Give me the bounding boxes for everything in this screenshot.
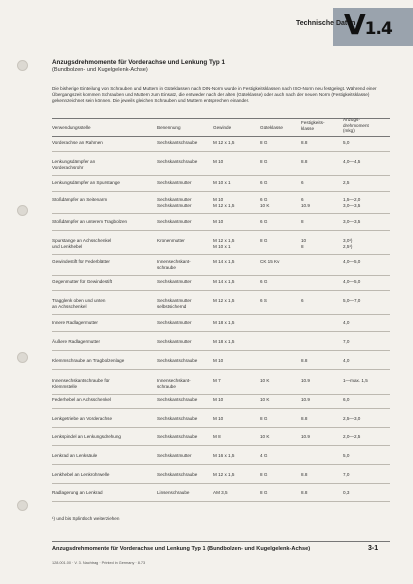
cell-line: Linsenschraube	[157, 490, 190, 495]
cell-part	[52, 259, 110, 265]
cell-line: Sechskantmutter	[157, 320, 192, 325]
cell-line: Sechskantschraube	[157, 397, 198, 402]
cell-torque	[343, 397, 349, 403]
cell-strength	[301, 472, 307, 478]
cell-line: M 10	[213, 397, 224, 402]
cell-part	[52, 472, 109, 478]
cell-line: 3,0—3,5	[343, 202, 361, 208]
cell-torque	[343, 219, 360, 225]
cell-thread	[213, 397, 223, 403]
cell-torque	[343, 453, 349, 459]
table-row	[52, 472, 390, 484]
cell-thread	[213, 180, 231, 186]
cell-line: Sechskantschraube	[157, 358, 198, 363]
cell-part	[52, 434, 121, 440]
cell-line: Federhebel an Achsschenkel	[52, 397, 111, 402]
cell-line: 6 G	[260, 197, 268, 202]
cell-part	[52, 159, 95, 170]
cell-line: Sechskantmutter	[157, 197, 192, 202]
cell-line: 8	[301, 243, 304, 249]
cell-line: 3,0—3,5	[343, 219, 361, 224]
cell-line: M 10	[213, 416, 224, 421]
cell-line: Sechskantschraube	[157, 140, 198, 145]
header-part: Verwendungsstelle	[52, 125, 91, 130]
cell-part	[52, 197, 107, 203]
footer-divider	[52, 541, 390, 542]
cell-line: Klemmschraube an Tragbolzenlage	[52, 358, 125, 363]
cell-torque	[343, 490, 349, 496]
cell-line: 2,5	[343, 180, 350, 185]
cell-strength	[301, 358, 307, 364]
table-row	[52, 320, 390, 332]
cell-torque	[343, 180, 349, 186]
cell-line: 8 G	[260, 490, 268, 495]
cell-line: 8.8	[301, 159, 308, 164]
cell-line: M 18 x 1,5	[213, 320, 235, 325]
cell-part	[52, 490, 103, 496]
cell-line: 2,0—2,5	[343, 434, 361, 439]
cell-grade	[260, 472, 267, 478]
cell-torque	[343, 416, 360, 422]
cell-line: M 10	[213, 358, 224, 363]
cell-line: 8 G	[260, 159, 268, 164]
table-row	[52, 180, 390, 192]
cell-thread	[213, 279, 234, 285]
cell-line: schraube	[157, 264, 176, 270]
cell-thread	[213, 140, 234, 146]
cell-grade	[260, 416, 267, 422]
cell-part	[52, 298, 105, 309]
table-row	[52, 397, 390, 409]
cell-line: Vorderachsrohr	[52, 164, 84, 170]
cell-grade	[260, 298, 267, 304]
header-thread: Gewinde	[213, 125, 232, 130]
cell-line: 5,0—7,0	[343, 298, 361, 303]
cell-line: 8.8	[301, 416, 308, 421]
header-strength	[301, 120, 325, 131]
cell-strength	[301, 219, 304, 225]
cell-thread	[213, 434, 221, 440]
table-row	[52, 159, 390, 176]
cell-line: Stoßdämpfer an unterem Tragbolzen	[52, 219, 128, 224]
cell-part	[52, 378, 110, 389]
cell-name	[157, 180, 191, 186]
cell-line: Tragglenk oben und unten	[52, 298, 106, 303]
cell-thread	[213, 219, 223, 225]
cell-line: Sechskantschraube	[157, 434, 198, 439]
cell-line: Sechskantmutter	[157, 339, 192, 344]
cell-part	[52, 320, 98, 326]
cell-line: Sechskantmutter	[157, 219, 192, 224]
cell-strength	[301, 159, 307, 165]
cell-line: 8.8	[301, 358, 308, 363]
cell-name	[157, 259, 191, 270]
cell-torque	[343, 279, 360, 285]
cell-line: 2,5¹)	[343, 243, 353, 249]
header-torque-line: drehmoment	[343, 122, 369, 128]
footer-title: Anzugsdrehmomente für Vorderachse und Lenkung Typ 1 (Bundbolzen- und Kugelgelenk-Achse)	[52, 546, 311, 552]
cell-torque	[343, 320, 349, 326]
cell-line: 6	[301, 298, 304, 303]
cell-name	[157, 490, 189, 496]
table-row	[52, 238, 390, 255]
binder-hole	[17, 205, 28, 216]
cell-line: Gegenmutter für Gewindestift	[52, 279, 113, 284]
cell-line: 10.9	[301, 378, 310, 383]
cell-torque	[343, 339, 349, 345]
cell-name	[157, 453, 191, 459]
cell-line: 8.8	[301, 490, 308, 495]
cell-grade	[260, 453, 267, 459]
cell-thread	[213, 472, 234, 478]
cell-line: Spurstange an Achsschenkel	[52, 238, 112, 243]
print-info: 128.001.00 · V. 3. Nachtrag · Printed in Germany · 8.73	[52, 561, 146, 565]
cell-part	[52, 358, 124, 364]
cell-line: AM 3,5	[213, 490, 228, 495]
cell-line: 6 G	[260, 219, 268, 224]
cell-line: Lenkungsdämpfer an	[52, 159, 96, 164]
cell-line: M 7	[213, 378, 221, 383]
cell-line: 8.8	[301, 472, 308, 477]
page-title: Anzugsdrehmomente für Vorderachse und Lenkung Typ 1	[52, 59, 225, 66]
cell-line: und Lenkhebel	[52, 243, 83, 249]
cell-line: 5,0	[343, 453, 350, 458]
cell-line: schraube	[157, 383, 176, 389]
table-row	[52, 197, 390, 214]
cell-line: M 14 x 1,5	[213, 259, 235, 264]
cell-name	[157, 397, 197, 403]
cell-line: M 12 x 1,5	[213, 472, 235, 477]
cell-thread	[213, 358, 223, 364]
cell-torque	[343, 298, 360, 304]
cell-grade	[260, 259, 279, 265]
section-code-main: V	[344, 8, 365, 41]
cell-name	[157, 298, 191, 309]
page-subtitle: (Bundbolzen- und Kugelgelenk-Achse)	[52, 67, 148, 73]
header-torque-line: (mkg)	[343, 128, 355, 133]
cell-name	[157, 238, 185, 244]
cell-line: 0,3	[343, 490, 350, 495]
cell-line: 4,0	[343, 320, 350, 325]
table-row	[52, 279, 390, 291]
cell-part	[52, 279, 112, 285]
cell-torque	[343, 140, 349, 146]
table-row	[52, 378, 390, 395]
cell-thread	[213, 339, 234, 345]
cell-line: M 12 x 1,5	[213, 238, 235, 243]
cell-grade	[260, 238, 267, 244]
header-torque-line: Anzugs-	[343, 117, 360, 122]
cell-part	[52, 238, 111, 249]
cell-grade	[260, 197, 269, 208]
cell-line: selbstsichernd	[157, 303, 187, 309]
cell-grade	[260, 397, 269, 403]
cell-name	[157, 320, 191, 326]
cell-line: 2,5—3,0	[343, 416, 361, 421]
cell-part	[52, 416, 112, 422]
cell-strength	[301, 197, 310, 208]
cell-line: 10.9	[301, 397, 310, 402]
cell-line: 8 G	[260, 472, 268, 477]
cell-line: Gewindestift für Federblätter	[52, 259, 110, 264]
cell-line: 4 G	[260, 453, 268, 458]
cell-part	[52, 219, 127, 225]
cell-line: an Achsschenkel	[52, 303, 87, 309]
cell-line: 10.9	[301, 434, 310, 439]
cell-line: M 8	[213, 434, 221, 439]
cell-strength	[301, 140, 307, 146]
cell-line: M 10 x 1	[213, 180, 231, 185]
cell-line: 3,0¹)	[343, 238, 353, 243]
cell-line: M 14 x 1,5	[213, 279, 235, 284]
cell-line: 4,0—5,0	[343, 259, 361, 264]
cell-line: Lenkhebel an Lenkrohrwelle	[52, 472, 110, 477]
table-row	[52, 490, 390, 502]
cell-line: Kronenmutter	[157, 238, 185, 243]
cell-line: Lenkungsdämpfer an Spurstange	[52, 180, 120, 185]
table-row	[52, 298, 390, 315]
cell-line: Innensechskant-	[157, 378, 191, 383]
section-code	[344, 8, 392, 41]
cell-line: 6 S	[260, 298, 267, 303]
cell-thread	[213, 320, 234, 326]
cell-line: Sechskantmutter	[157, 279, 192, 284]
cell-line: 4,0—4,5	[343, 159, 361, 164]
cell-torque	[343, 434, 360, 440]
table-row	[52, 453, 390, 465]
cell-name	[157, 140, 197, 146]
cell-torque	[343, 378, 368, 384]
cell-line: 7,0	[343, 472, 350, 477]
cell-part	[52, 397, 111, 403]
cell-line: 6,0	[343, 397, 350, 402]
cell-line: Sechskantschraube	[157, 472, 198, 477]
cell-line: 10 K	[260, 202, 270, 208]
cell-line: 10 K	[260, 434, 270, 439]
cell-torque	[343, 159, 360, 165]
intro-paragraph: Die bisherige Einteilung von Schrauben und Muttern in Güteklassen nach DIN-Norm wurde in Festigkeitsklassen nach ISO-Norm neu festgelegt. Während einer Übergangszeit kommen Schrauben und Muttern zum Einsatz, die entweder nach der alten (Güteklasse) oder auch nach der neuen Norm (Festigkeitsklasse) gekennzeichnet sein können. Die jeweils gleichen Schrauben und Muttern entsprechen einander.	[52, 86, 377, 103]
cell-thread	[213, 416, 223, 422]
header-strength-line: Festigkeits-	[301, 120, 325, 125]
cell-part	[52, 140, 103, 146]
table-header	[52, 118, 390, 137]
cell-torque	[343, 238, 352, 249]
cell-line: Lenkgetriebe an Vorderachse	[52, 416, 113, 421]
cell-line: 6	[301, 197, 304, 202]
cell-line: Innensechskantschraube für	[52, 378, 110, 383]
cell-part	[52, 180, 120, 186]
cell-line: Innere Radlagermutter	[52, 320, 98, 325]
cell-line: Stoßdämpfer an Seitenarm	[52, 197, 108, 202]
cell-line: M 10	[213, 219, 224, 224]
cell-grade	[260, 434, 269, 440]
cell-line: Sechskantschraube	[157, 159, 198, 164]
cell-line: Sechskantschraube	[157, 416, 198, 421]
cell-torque	[343, 472, 349, 478]
cell-line: 10 K	[260, 397, 270, 402]
cell-thread	[213, 259, 234, 265]
cell-line: M 12 x 1,5	[213, 202, 235, 208]
cell-line: Klemmstelle	[52, 383, 78, 389]
cell-line: Sechskantmutter	[157, 202, 192, 208]
cell-thread	[213, 378, 221, 384]
cell-line: M 18 x 1,5	[213, 339, 235, 344]
cell-line: 6 G	[260, 180, 268, 185]
cell-line: 8 G	[260, 416, 268, 421]
cell-torque	[343, 259, 360, 265]
cell-name	[157, 472, 197, 478]
cell-line: 8	[301, 219, 304, 224]
cell-grade	[260, 180, 267, 186]
cell-line: 8 G	[260, 238, 268, 243]
cell-line: 8.8	[301, 140, 308, 145]
cell-strength	[301, 434, 310, 440]
cell-strength	[301, 238, 306, 249]
cell-name	[157, 279, 191, 285]
binder-hole	[17, 352, 28, 363]
table-row	[52, 339, 390, 351]
page-number: 3-1	[368, 545, 379, 552]
cell-line: Lenkrad an Lenksäule	[52, 453, 98, 458]
cell-line: 10 K	[260, 378, 270, 383]
cell-line: Sechskantmutter	[157, 180, 192, 185]
cell-strength	[301, 298, 304, 304]
cell-line: Sechskantmutter	[157, 453, 192, 458]
header-torque	[343, 117, 369, 134]
cell-line: M 16 x 1,5	[213, 453, 235, 458]
cell-torque	[343, 197, 360, 208]
cell-line: CK 15 Kv	[260, 259, 280, 264]
cell-line: Äußere Radlagermutter	[52, 339, 101, 344]
header-strength-line: klasse	[301, 125, 315, 131]
table-row	[52, 219, 390, 231]
cell-grade	[260, 490, 267, 496]
cell-line: 7,0	[343, 339, 350, 344]
table-row	[52, 140, 390, 152]
cell-line: 1—max. 1,5	[343, 378, 368, 383]
cell-line: Lenkspindel an Lenkungsdrehung	[52, 434, 121, 439]
cell-strength	[301, 378, 310, 384]
header-name: Benennung	[157, 125, 181, 130]
cell-grade	[260, 140, 267, 146]
cell-name	[157, 416, 197, 422]
cell-line: Innensechskant-	[157, 259, 191, 264]
cell-line: 1,5—2,0	[343, 197, 361, 202]
cell-line: Vorderachse an Rahmen	[52, 140, 103, 145]
cell-line: 4,0	[343, 358, 350, 363]
cell-line: 5,0	[343, 140, 350, 145]
cell-part	[52, 339, 100, 345]
cell-line: M 10	[213, 159, 224, 164]
footnote: ¹) und bis Splintloch weiterziehen	[52, 516, 120, 521]
cell-strength	[301, 416, 307, 422]
table-row	[52, 358, 390, 370]
cell-line: 6 G	[260, 279, 268, 284]
cell-strength	[301, 180, 304, 186]
cell-name	[157, 197, 191, 208]
cell-strength	[301, 397, 310, 403]
cell-name	[157, 219, 191, 225]
cell-thread	[213, 238, 234, 249]
cell-strength	[301, 490, 307, 496]
cell-line: Sechskantmutter	[157, 298, 192, 303]
cell-grade	[260, 279, 267, 285]
cell-part	[52, 453, 97, 459]
cell-thread	[213, 197, 234, 208]
cell-line: 10.9	[301, 202, 310, 208]
binder-hole	[17, 500, 28, 511]
header-grade: Güteklasse	[260, 125, 283, 130]
cell-thread	[213, 490, 228, 496]
table-row	[52, 259, 390, 276]
section-label: Technische Daten	[296, 20, 356, 27]
cell-line: M 10 x 1	[213, 243, 231, 249]
cell-name	[157, 434, 197, 440]
cell-line: 8 G	[260, 140, 268, 145]
cell-grade	[260, 159, 267, 165]
cell-line: Radlagerung an Lenkrad	[52, 490, 103, 495]
cell-line: 4,0—5,0	[343, 279, 361, 284]
cell-line: M 10	[213, 197, 224, 202]
cell-grade	[260, 378, 269, 384]
cell-name	[157, 358, 197, 364]
cell-grade	[260, 219, 267, 225]
cell-line: 10	[301, 238, 307, 243]
cell-thread	[213, 453, 234, 459]
cell-name	[157, 378, 191, 389]
table-row	[52, 416, 390, 428]
cell-name	[157, 159, 197, 165]
section-code-sub: 1.4	[364, 19, 392, 39]
cell-thread	[213, 159, 223, 165]
cell-torque	[343, 358, 349, 364]
cell-line: 6	[301, 180, 304, 185]
table-row	[52, 434, 390, 446]
cell-thread	[213, 298, 234, 304]
binder-hole	[17, 60, 28, 71]
cell-line: M 12 x 1,5	[213, 298, 235, 303]
cell-line: M 12 x 1,5	[213, 140, 235, 145]
cell-name	[157, 339, 191, 345]
